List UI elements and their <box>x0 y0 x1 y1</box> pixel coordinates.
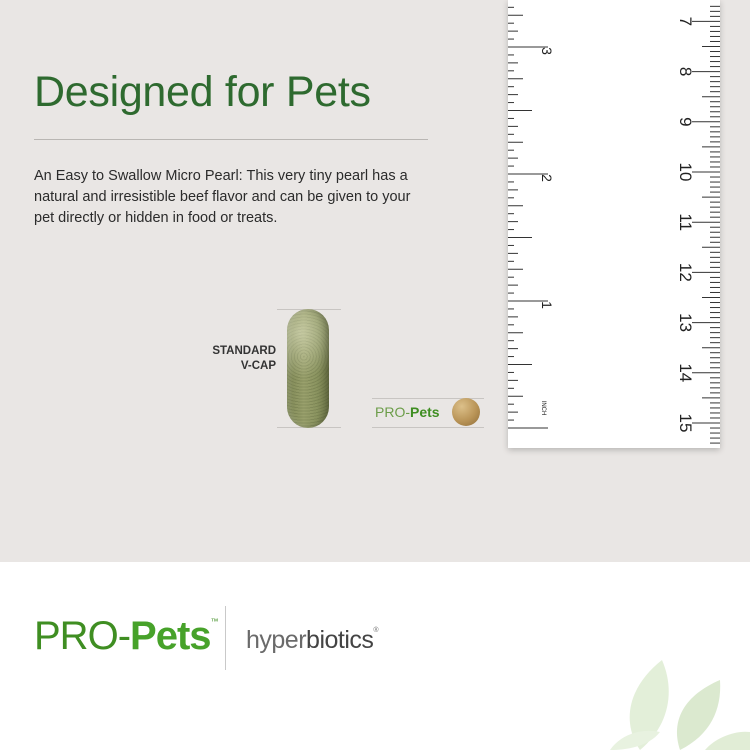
pro-pets-logo <box>34 612 218 660</box>
leaf-decoration-icon <box>600 650 750 750</box>
logo-trademark: ™ <box>210 617 218 626</box>
pearl-bottom-guide <box>372 427 484 428</box>
cm-number: 10 <box>676 162 695 182</box>
ruler-graphic <box>508 0 720 448</box>
cm-number: 12 <box>676 262 695 282</box>
logo-hyper: hyper <box>246 626 307 654</box>
pearl-label-pro: PRO- <box>375 404 410 420</box>
hyperbiotics-logo <box>246 624 378 656</box>
cm-number: 8 <box>676 66 695 77</box>
cap-label-line1: STANDARD <box>212 345 276 357</box>
inch-number: 1 <box>539 301 555 309</box>
standard-vcap-label <box>186 344 276 374</box>
headline-divider <box>34 139 428 140</box>
cm-number: 15 <box>676 413 695 433</box>
logo-pro: PRO <box>34 614 118 658</box>
pearl-label-pets: Pets <box>410 404 440 420</box>
description-text: An Easy to Swallow Micro Pearl: This very tiny pearl has a natural and irresistible beef flavor and can be given to your pet directly or hidden in food or treats. <box>34 168 411 226</box>
pro-pets-pearl-label <box>375 404 440 420</box>
cm-number: 7 <box>676 16 695 27</box>
logo-registered: ® <box>373 627 379 634</box>
headline: Designed for Pets <box>34 68 371 116</box>
logo-dash: - <box>117 614 131 658</box>
logo-separator <box>225 606 226 670</box>
micro-pearl-image <box>452 398 480 426</box>
inch-number: 3 <box>539 47 555 55</box>
logo-biotics: biotics <box>306 626 374 654</box>
standard-vcap-capsule-image <box>287 309 329 428</box>
cm-number: 13 <box>676 313 695 333</box>
cm-number: 14 <box>676 363 695 383</box>
ruler-image <box>508 0 720 448</box>
cm-number: 11 <box>676 213 695 232</box>
inch-number: 2 <box>539 174 555 182</box>
cap-label-line2: V-CAP <box>240 360 276 372</box>
logo-pets: Pets <box>130 614 211 658</box>
inch-label: INCH <box>540 400 546 416</box>
cm-number: 9 <box>676 117 695 127</box>
